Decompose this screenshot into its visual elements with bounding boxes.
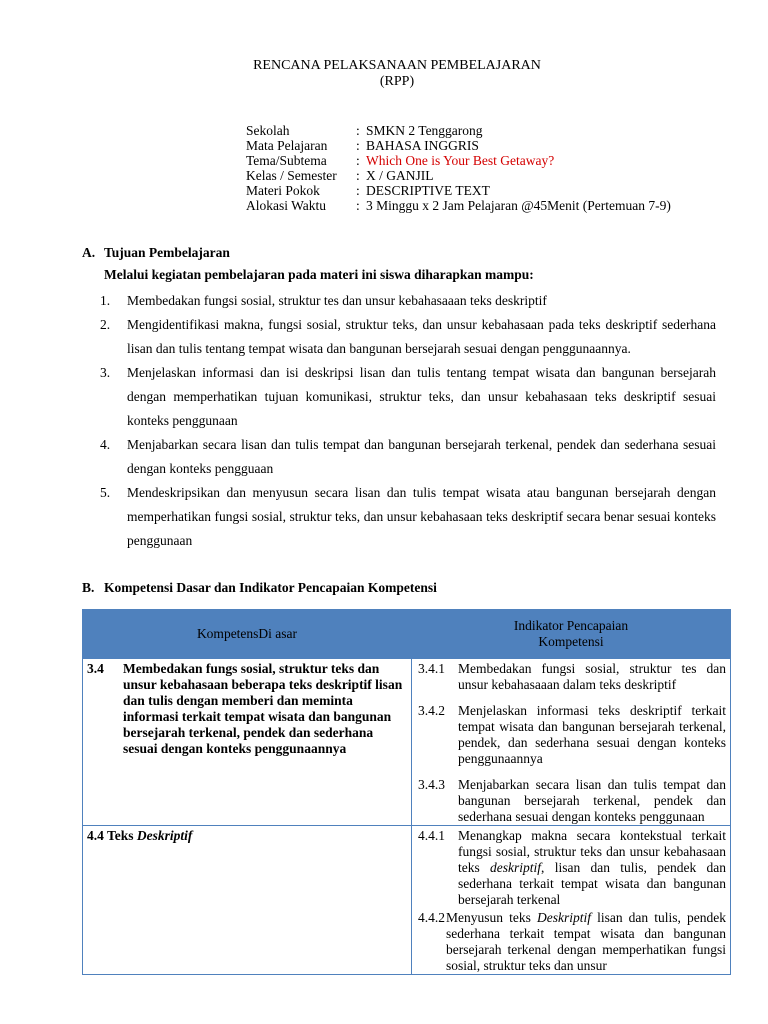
info-row-kelas (246, 168, 671, 183)
info-block (246, 123, 671, 213)
info-value: 3 Minggu x 2 Jam Pelajaran @45Menit (Pertemuan 7-9) (366, 198, 671, 213)
section-letter: A. (82, 245, 96, 260)
indicator-text-part: lisan dan tulis, pendek sederhana terkait tempat wisata dan bangunan bersejarah terkenal dengan memperhatikan fungsi sosial, struktur teks dan unsur (446, 910, 726, 973)
section-letter: B. (82, 580, 95, 595)
list-number: 3. (100, 365, 111, 380)
kd-text-italic: Deskriptif (136, 828, 193, 843)
list-item (100, 433, 716, 481)
info-value: Which One is Your Best Getaway? (366, 153, 555, 168)
title-line-1: RENCANA PELAKSANAAN PEMBELAJARAN (253, 58, 541, 73)
indicator-number: 3.4.3 (418, 777, 445, 792)
info-value: DESCRIPTIVE TEXT (366, 183, 490, 198)
info-value: BAHASA INGGRIS (366, 138, 479, 153)
table-row (83, 659, 731, 826)
indicator-item (418, 777, 726, 825)
list-item (100, 361, 716, 433)
table-row (83, 826, 731, 975)
indicator-text (458, 828, 726, 908)
indicator-item (418, 703, 726, 767)
indicator-number: 4.4.1 (418, 828, 445, 843)
indicator-text-italic: Deskriptif (536, 910, 591, 925)
info-row-tema (246, 153, 671, 168)
header-kd-label: KompetensDi asar (196, 626, 298, 641)
indicator-text-part: , lisan dan tulis, pendek dan sederhana terkait tempat wisata dan bangunan bersejarah terkenal (458, 860, 726, 907)
section-a-intro: Melalui kegiatan pembelajaran pada materi ini siswa diharapkan mampu: (104, 267, 534, 282)
indicator-text: Menjelaskan informasi teks deskriptif terkait tempat wisata dan bangunan bersejarah terkenal, pendek, dan sederhana sesuai dengan konteks penggunaannya (458, 703, 726, 766)
list-text: Mengidentifikasi makna, fungsi sosial, struktur teks, dan unsur kebahasaan pada teks deskriptif sederhana lisan dan tulis tentang tempat wisata dan bangunan bersejarah sesuai dengan penggunaannya. (127, 317, 716, 356)
section-a-heading (82, 245, 230, 261)
info-value: SMKN 2 Tenggarong (366, 123, 483, 138)
header-kd (83, 610, 412, 659)
section-title: Tujuan Pembelajaran (104, 245, 230, 260)
info-separator: : (356, 153, 360, 168)
info-separator: : (356, 138, 360, 153)
kd-number: 3.4 (87, 661, 104, 676)
info-separator: : (356, 123, 360, 138)
indicator-text-part: Menangkap makna secara kontekstual terkait fungsi sosial, struktur teks dan unsur kebahasaan teks (458, 828, 726, 875)
document-title (0, 58, 768, 90)
info-label: Materi Pokok (246, 183, 320, 198)
info-row-alokasi (246, 198, 671, 213)
indicator-text-part: Menyusun teks (446, 910, 537, 925)
info-row-mapel (246, 138, 671, 153)
indicator-text: Menjabarkan secara lisan dan tulis tempat dan bangunan bersejarah terkenal, pendek dan sederhana sesuai dengan konteks penggunaan (458, 777, 726, 824)
list-number: 4. (100, 437, 111, 452)
kd-text: 4.4 Teks (87, 828, 137, 843)
indicator-item (418, 828, 726, 908)
objectives-list (100, 289, 716, 553)
info-label: Mata Pelajaran (246, 138, 328, 153)
header-ipk-line-2: Kompetensi (538, 634, 604, 649)
info-row-materi (246, 183, 671, 198)
indicator-item (418, 910, 726, 974)
indicator-number: 4.4.2 (418, 910, 445, 925)
indicator-item (418, 661, 726, 693)
info-separator: : (356, 198, 360, 213)
competency-table (82, 609, 731, 975)
info-label: Sekolah (246, 123, 290, 138)
list-number: 1. (100, 293, 111, 308)
header-ipk-line-1: Indikator Pencapaian (513, 618, 629, 633)
indicator-number: 3.4.1 (418, 661, 445, 676)
list-item (100, 289, 716, 313)
indicator-number: 3.4.2 (418, 703, 445, 718)
title-line-2: (RPP) (379, 74, 415, 89)
info-separator: : (356, 183, 360, 198)
section-b-heading (82, 580, 437, 596)
list-item (100, 313, 716, 361)
list-number: 2. (100, 317, 111, 332)
info-row-sekolah (246, 123, 671, 138)
list-item (100, 481, 716, 553)
kd-cell (83, 826, 412, 975)
kd-cell (83, 659, 412, 826)
info-separator: : (356, 168, 360, 183)
indicator-cell (412, 659, 731, 826)
indicator-cell (412, 826, 731, 975)
header-ipk (412, 610, 731, 659)
list-text: Menjelaskan informasi dan isi deskripsi lisan dan tulis tentang tempat wisata dan bangunan bersejarah dengan memperhatikan tujuan komunikasi, struktur teks, dan unsur kebahasaan teks deskriptif sesuai konteks penggunaan (127, 365, 716, 428)
indicator-text (446, 910, 726, 974)
indicator-text: Membedakan fungsi sosial, struktur tes dan unsur kebahasaaan dalam teks deskriptif (458, 661, 726, 692)
list-text: Menjabarkan secara lisan dan tulis tempat dan bangunan bersejarah terkenal, pendek dan sederhana sesuai dengan konteks pengguaan (127, 437, 716, 476)
list-text: Membedakan fungsi sosial, struktur tes dan unsur kebahasaaan teks deskriptif (127, 293, 547, 308)
info-value: X / GANJIL (366, 168, 434, 183)
list-text: Mendeskripsikan dan menyusun secara lisan dan tulis tempat wisata atau bangunan bersejarah dengan memperhatikan fungsi sosial, struktur teks, dan unsur kebahasaan teks deskriptif secara benar sesuai konteks penggunaan (127, 485, 716, 548)
table-header-row (83, 610, 731, 659)
info-label: Tema/Subtema (246, 153, 327, 168)
info-label: Kelas / Semester (246, 168, 337, 183)
info-label: Alokasi Waktu (246, 198, 327, 213)
indicator-text-italic: deskriptif (490, 860, 542, 875)
list-number: 5. (100, 485, 111, 500)
section-title: Kompetensi Dasar dan Indikator Pencapaian Kompetensi (104, 580, 437, 595)
kd-text: Membedakan fungs sosial, struktur teks dan unsur kebahasaan beberapa teks deskriptif lisan dan tulis dengan memberi dan meminta informasi terkait tempat wisata dan bangunan bersejarah terkenal, pendek dan sederhana sesuai dengan konteks penggunaannya (123, 661, 403, 756)
